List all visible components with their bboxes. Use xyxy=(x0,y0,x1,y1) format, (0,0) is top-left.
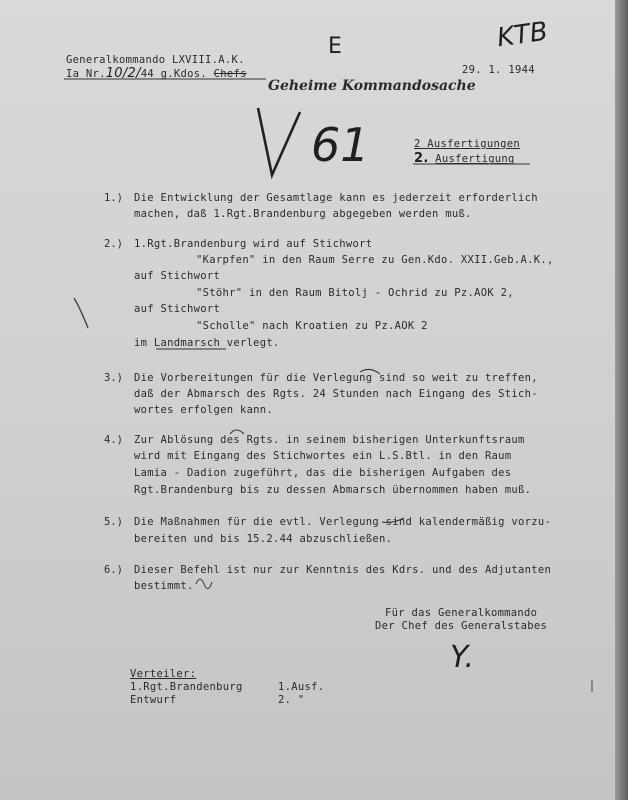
document-date: 29. 1. 1944 xyxy=(462,64,535,76)
para-6-line-1: Dieser Befehl ist nur zur Kenntnis des Kdrs. und des Adjutanten xyxy=(134,564,552,576)
para-3-number: 3.) xyxy=(104,372,123,384)
check-mark xyxy=(258,108,300,175)
distribution-copy-2: 2. " xyxy=(278,694,305,706)
para-3-line-2: daß der Abmarsch des Rgts. 24 Stunden nach Eingang des Stich- xyxy=(134,388,538,400)
distribution-title: Verteiler: xyxy=(130,668,197,680)
ref-prefix: Ia Nr. xyxy=(66,68,106,80)
para-2-line-6: "Scholle" nach Kroatien zu Pz.AOK 2 xyxy=(196,320,428,332)
signature-line-2: Der Chef des Generalstabes xyxy=(375,620,548,632)
para-2-line-2: "Karpfen" in den Raum Serre zu Gen.Kdo. XXII.Geb.A.K., xyxy=(196,254,554,266)
ref-number: 10/2/ xyxy=(105,66,141,81)
handwritten-number: 61 xyxy=(311,118,370,172)
para-1-line-2: machen, daß 1.Rgt.Brandenburg abgegeben werden muß. xyxy=(134,208,472,220)
signature-initial: Y. xyxy=(450,640,474,675)
para-3-line-3: wortes erfolgen kann. xyxy=(134,404,274,416)
copy-label: Ausfertigung xyxy=(435,153,515,165)
para-4-line-4: Rgt.Brandenburg bis zu dessen Abmarsch übernommen haben muß. xyxy=(134,484,532,496)
para-2-line-1: 1.Rgt.Brandenburg wird auf Stichwort xyxy=(134,238,373,250)
copies-total: 2 Ausfertigungen xyxy=(414,138,520,150)
ref-struck: Chefs xyxy=(213,68,247,80)
distribution-recipient-1: 1.Rgt.Brandenburg xyxy=(130,681,243,693)
ktb-stamp: KTB xyxy=(495,16,550,54)
pen-tick-1 xyxy=(360,369,380,374)
para-2-line-5: auf Stichwort xyxy=(134,303,221,315)
pen-tick-2 xyxy=(230,430,244,434)
unit-line: Generalkommando LXVIII.A.K. xyxy=(66,54,245,66)
para-6-line-2: bestimmt. xyxy=(134,580,194,592)
para-2-line-4: "Stöhr" in den Raum Bitolj - Ochrid zu Pz.AOK 2, xyxy=(196,287,514,299)
para-2-line-3: auf Stichwort xyxy=(134,270,221,282)
para-2-number: 2.) xyxy=(104,238,123,250)
ref-suffix: 44 g.Kdos. xyxy=(140,68,208,80)
copy-number: 2. xyxy=(414,151,429,166)
para-6-number: 6.) xyxy=(104,564,123,576)
distribution-recipient-2: Entwurf xyxy=(130,694,177,706)
para-5-line-2: bereiten und bis 15.2.44 abzuschließen. xyxy=(134,533,393,545)
para-1-number: 1.) xyxy=(104,192,123,204)
distribution-copy-1: 1.Ausf. xyxy=(278,681,325,693)
para-4-line-2: wird mit Eingang des Stichwortes ein L.S.Btl. in den Raum xyxy=(134,450,512,462)
pen-tick-3 xyxy=(382,518,404,523)
para-5-line-1: Die Maßnahmen für die evtl. Verlegung sind kalendermäßig vorzu- xyxy=(134,516,552,528)
para-3-line-1: Die Vorbereitungen für die Verlegung sind so weit zu treffen, xyxy=(134,372,538,384)
para-4-number: 4.) xyxy=(104,434,123,446)
para-4-line-1: Zur Ablösung des Rgts. in seinem bisherigen Unterkunftsraum xyxy=(134,434,525,446)
para-2-line-7: im Landmarsch verlegt. xyxy=(134,337,280,349)
para-5-number: 5.) xyxy=(104,516,123,528)
classification-stamp: Geheime Kommandosache xyxy=(268,78,476,94)
para-1-line-1: Die Entwicklung der Gesamtlage kann es jederzeit erforderlich xyxy=(134,192,538,204)
margin-mark xyxy=(74,298,88,328)
pen-squiggle xyxy=(196,579,212,589)
signature-line-1: Für das Generalkommando xyxy=(385,607,538,619)
e-mark: E xyxy=(328,34,342,59)
para-4-line-3: Lamia - Dadion zugeführt, das die bisherigen Aufgaben des xyxy=(134,467,512,479)
